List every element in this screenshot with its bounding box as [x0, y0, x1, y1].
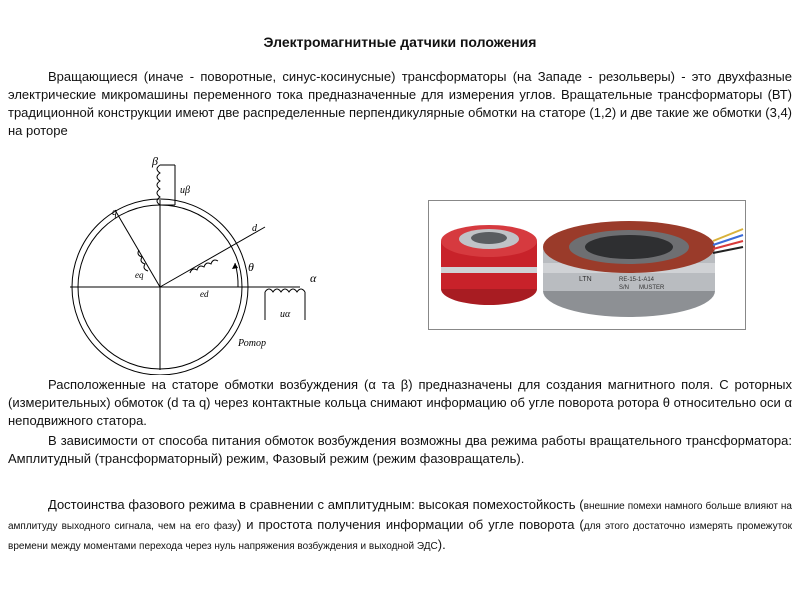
photo-muster: MUSTER — [639, 285, 665, 291]
advantages-main-1: Достоинства фазового режима в сравнении с амплитудным: высокая помехостойкость ( — [48, 497, 584, 512]
excitation-text: Расположенные на статоре обмотки возбуждения (α та β) предназначены для создания магнитного поля. С роторных (измерительных) обмоток (d та q) через контактные кольца снимают информацию об угле поворота ротора θ относительно оси α неподвижного статора. — [8, 377, 792, 428]
u-alpha-label: uα — [280, 309, 291, 320]
intro-text: Вращающиеся (иначе - поворотные, синус-косинусные) трансформаторы (на Западе - резольверы) - это двухфазные электрические микромашины переменного тока предназначенные для измерения углов. Вращательные трансформаторы (ВТ) традиционной конструкции имеют две распределенные перпендикулярные обмотки на статоре (1,2) и две такие же обмотки (3,4) на роторе — [8, 69, 792, 138]
advantages-main-3: ). — [437, 537, 446, 552]
resolver-photo-art — [429, 201, 745, 329]
e-d-label: ed — [200, 289, 209, 299]
resolver-diagram — [60, 145, 360, 375]
modes-text: В зависимости от способа питания обмоток возбуждения возможны два режима работы вращательного трансформатора: Амплитудный (трансформаторный) режим, Фазовый режим (режим фазовращатель). — [8, 433, 792, 466]
steel-resolver — [543, 221, 743, 317]
q-label: q — [112, 207, 117, 218]
intro-paragraph — [8, 68, 792, 140]
excitation-paragraph — [8, 376, 792, 430]
resolver-photo — [428, 200, 746, 330]
page-title: Электромагнитные датчики положения — [263, 34, 537, 50]
d-axis — [160, 227, 265, 287]
e-q-label: eq — [135, 270, 144, 280]
modes-paragraph — [8, 432, 792, 468]
theta-arrow — [232, 263, 238, 269]
u-beta-label: uβ — [180, 185, 190, 196]
photo-brand: LTN — [579, 276, 592, 283]
photo-model: RE-15-1-A14 — [619, 277, 655, 283]
alpha-label: α — [310, 271, 317, 285]
advantages-note-2: для этого достаточно измерять промежуток времени между моментами перехода через нуль напряжения возбуждения и выходной ЭДС — [8, 521, 793, 552]
advantages-main-2: ) и простота получения информации об угле поворота ( — [236, 517, 584, 532]
beta-label: β — [152, 154, 158, 168]
rotor-label: Ротор — [238, 338, 266, 349]
theta-label: θ — [248, 260, 254, 274]
advantages-paragraph — [8, 496, 792, 556]
photo-sn: S/N — [619, 285, 630, 291]
d-label: d — [252, 223, 257, 234]
q-coil — [138, 250, 148, 271]
red-resolver — [441, 225, 537, 305]
advantages-note-1: внешние помехи намного больше влияют на амплитуду выходного сигнала, чем на его фазу — [8, 501, 792, 532]
